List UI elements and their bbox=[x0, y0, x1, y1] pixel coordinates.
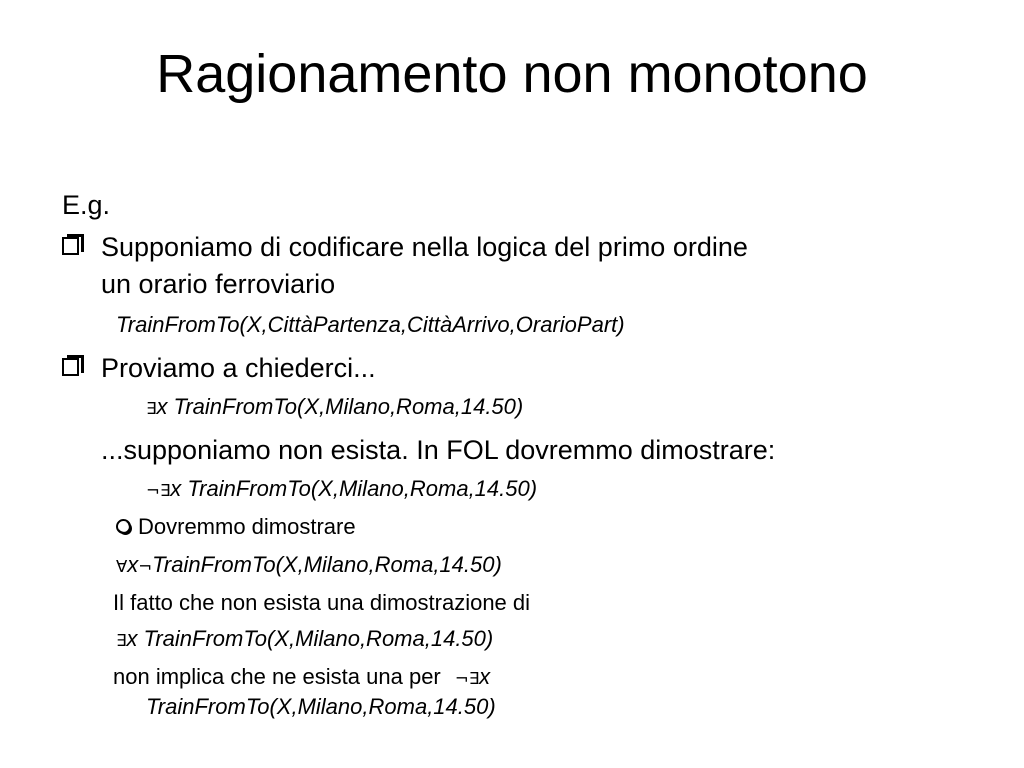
exists-symbol-icon: ∃ bbox=[468, 669, 480, 688]
formula-forall bbox=[116, 551, 502, 581]
formula-exists-text: x TrainFromTo(X,Milano,Roma,14.50) bbox=[156, 394, 524, 419]
sub-bullet-text: Dovremmo dimostrare bbox=[138, 514, 356, 539]
suppose-line: ...supponiamo non esista. In FOL dovremmo dimostrare: bbox=[101, 435, 776, 465]
formula-forall-x: x bbox=[127, 552, 139, 577]
implies-formula-head bbox=[455, 664, 490, 689]
formula-forall-rest: TrainFromTo(X,Milano,Roma,14.50) bbox=[152, 552, 502, 577]
exists-symbol-icon: ∃ bbox=[116, 631, 127, 650]
circle-bullet-icon bbox=[116, 519, 131, 534]
formula-not-exists bbox=[146, 475, 537, 505]
bullet-2-text: Proviamo a chiederci... bbox=[101, 353, 376, 383]
bullet-1-line-1: Supponiamo di codificare nella logica del primo ordine bbox=[101, 232, 748, 262]
implies-formula-rest: TrainFromTo(X,Milano,Roma,14.50) bbox=[146, 694, 496, 719]
forall-symbol-icon: ∀ bbox=[116, 557, 128, 576]
checkbox-bullet-icon bbox=[62, 237, 79, 255]
not-symbol-icon: ¬ bbox=[454, 669, 469, 688]
formula-trainfromto-signature: TrainFromTo(X,CittàPartenza,CittàArrivo,OrarioPart) bbox=[116, 312, 625, 337]
checkbox-bullet-icon bbox=[62, 358, 79, 376]
not-symbol-icon: ¬ bbox=[138, 557, 153, 576]
exists-symbol-icon: ∃ bbox=[159, 481, 171, 500]
bullet-1-line-2: un orario ferroviario bbox=[101, 269, 336, 299]
exists-symbol-icon: ∃ bbox=[146, 399, 157, 418]
implies-line-text: non implica che ne esista una per bbox=[113, 664, 441, 689]
implies-formula-x: x bbox=[479, 664, 491, 689]
formula-not-exists-text: x TrainFromTo(X,Milano,Roma,14.50) bbox=[170, 476, 538, 501]
formula-exists-2 bbox=[116, 625, 493, 655]
not-symbol-icon: ¬ bbox=[146, 481, 160, 500]
fact-line: Il fatto che non esista una dimostrazione di bbox=[113, 590, 531, 615]
slide-title: Ragionamento non monotono bbox=[156, 44, 868, 104]
formula-exists-2-text: x TrainFromTo(X,Milano,Roma,14.50) bbox=[126, 626, 494, 651]
implies-line bbox=[113, 663, 490, 693]
formula-exists bbox=[146, 393, 523, 423]
eg-label: E.g. bbox=[62, 190, 111, 220]
